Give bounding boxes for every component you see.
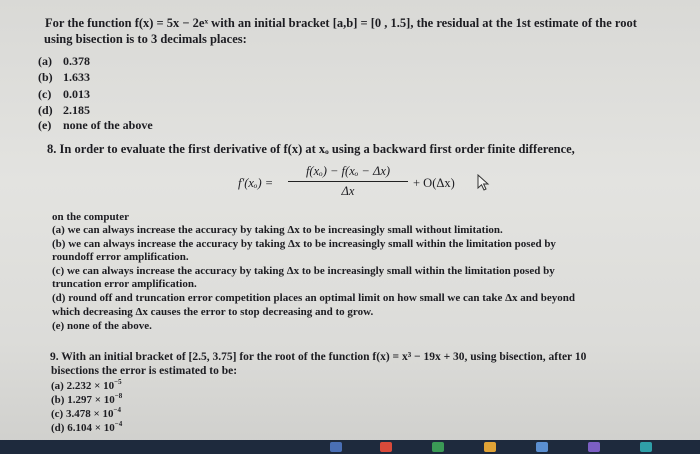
q9-option-c: (c) $3.478 \times 10^{-4}$ [51,406,121,420]
q8-stem: 8. In order to evaluate the first derivative of f(x) at xₒ using a backward first order finite difference, [47,142,575,156]
q7-stem-line1: For the function f(x) = 5x − 2eˣ with an initial bracket [a,b] = [0 , 1.5], the residual at the 1st estimate of the root [45,16,637,30]
q7-option-a: (a) 0.378 [38,54,90,68]
taskbar-app-icon[interactable] [588,442,600,452]
taskbar-app-icon[interactable] [330,442,342,452]
mouse-pointer-icon [476,174,490,192]
formula-numerator: f(xₒ) − f(xₒ − Δx) [305,164,391,178]
q9-stem-line1: 9. With an initial bracket of [2.5, 3.75] for the root of the function f(x) = x³ − 19x + 30, using bisection, after 10 [50,351,587,363]
formula-fraction [288,164,408,199]
q8-option-b-cont: roundoff error amplification. [52,251,189,263]
q8-option-e: (e) none of the above. [52,320,152,332]
q8-option-d: (d) round off and truncation error competition places an optimal limit on how small we can take Δx and beyond [52,292,576,304]
q9-option-d: (d) $6.104 \times 10^{-4}$ [51,420,123,434]
taskbar [0,440,700,454]
formula-lhs: f′(xₒ) = [238,176,274,190]
q9-option-b: (b) $1.297 \times 10^{-8}$ [51,392,123,406]
q8-option-c: (c) we can always increase the accuracy by taking Δx to be increasingly small within the limitation posed by [52,265,555,277]
q9-option-a: (a) $2.232 \times 10^{-5}$ [51,378,122,392]
q8-option-b: (b) we can always increase the accuracy by taking Δx to be increasingly small within the limitation posed by [52,238,556,250]
formula-error-term: + O(Δx) [413,176,455,190]
q7-option-c: (c) 0.013 [38,87,90,101]
taskbar-app-icon[interactable] [380,442,392,452]
q7-stem-line2: using bisection is to 3 decimals places: [44,32,247,46]
taskbar-app-icon[interactable] [536,442,548,452]
q8-option-d-cont: which decreasing Δx causes the error to stop decreasing and to grow. [52,306,374,318]
q8-option-c-cont: truncation error amplification. [52,278,197,290]
q8-option-a: (a) we can always increase the accuracy by taking Δx to be increasingly small without limitation. [52,224,503,236]
q9-stem-line2: bisections the error is estimated to be: [51,365,238,377]
q7-option-b: (b) 1.633 [38,70,90,84]
taskbar-app-icon[interactable] [484,442,496,452]
q8-on-computer: on the computer [52,211,129,223]
taskbar-app-icon[interactable] [432,442,444,452]
formula-denominator: Δx [341,184,355,198]
fraction-bar [288,181,408,182]
q7-option-e: (e) none of the above [38,118,153,132]
q7-option-d: (d) 2.185 [38,103,90,117]
taskbar-app-icon[interactable] [640,442,652,452]
